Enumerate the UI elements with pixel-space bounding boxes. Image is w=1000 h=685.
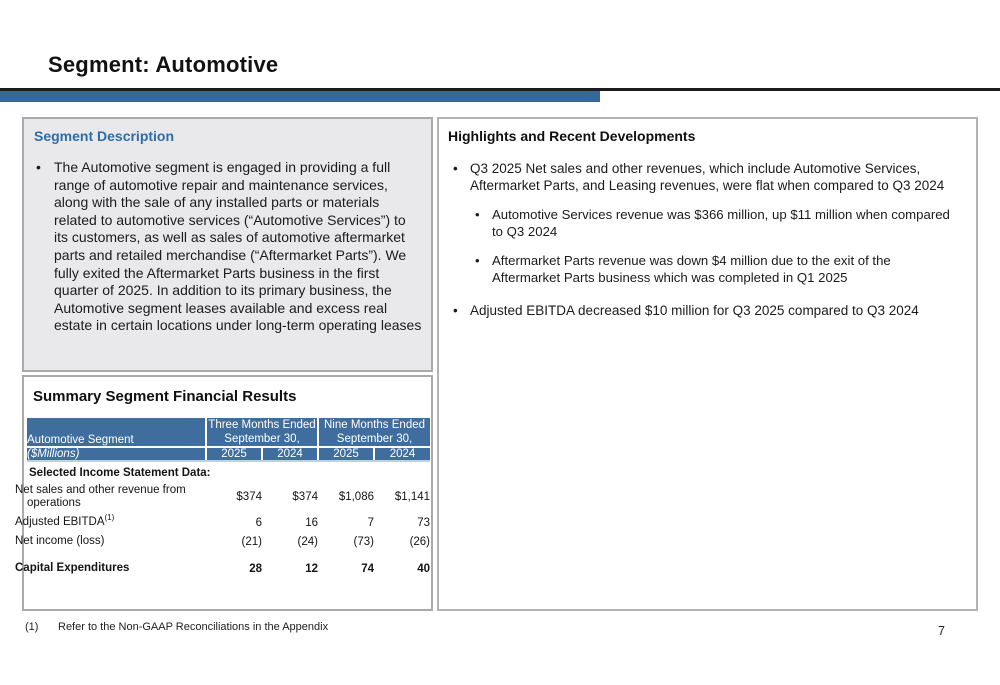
cell-value: 12 xyxy=(305,562,318,575)
financial-results-table xyxy=(15,418,431,578)
col-group-nine-months xyxy=(318,418,430,447)
table-row xyxy=(27,551,430,578)
cell-value: 73 xyxy=(417,516,431,529)
bullet-icon: • xyxy=(475,207,480,222)
footnote-marker: (1) xyxy=(25,621,39,633)
table-section-label: Selected Income Statement Data: xyxy=(29,467,211,479)
table-row xyxy=(27,532,430,551)
year-header: 2025 xyxy=(206,447,262,461)
col-group-three-months xyxy=(206,418,318,447)
row-label: Net income (loss) xyxy=(15,535,105,547)
highlight-text: Adjusted EBITDA decreased $10 million for Q3 2025 compared to Q3 2024 xyxy=(470,303,919,318)
cell-value: (73) xyxy=(353,535,374,548)
year-header: 2024 xyxy=(262,447,318,461)
segment-description-heading: Segment Description xyxy=(34,128,175,144)
cell-value: $374 xyxy=(292,491,318,503)
segment-description-panel xyxy=(22,117,433,372)
footnote-text: Refer to the Non-GAAP Reconciliations in the Appendix xyxy=(58,621,329,633)
table-row xyxy=(27,513,430,532)
cell-value: 74 xyxy=(361,562,374,575)
cell-value: $374 xyxy=(236,491,262,503)
row-label: Net sales and other revenue from operations xyxy=(15,484,186,509)
cell-value: (21) xyxy=(241,535,262,548)
summary-financials-heading: Summary Segment Financial Results xyxy=(33,388,297,405)
table-section-row xyxy=(27,461,430,481)
page-title: Segment: Automotive xyxy=(48,52,279,77)
cell-value: (24) xyxy=(297,535,318,548)
highlights-heading: Highlights and Recent Developments xyxy=(448,128,696,144)
header-accent-bar xyxy=(0,91,600,102)
year-header: 2025 xyxy=(318,447,374,461)
table-row xyxy=(27,481,430,513)
row-label-text: Adjusted EBITDA xyxy=(15,516,105,528)
highlight-text: Aftermarket Parts revenue was down $4 million due to the exit of the Aftermarket Parts business which was completed in Q1 2025 xyxy=(492,253,891,285)
col-group-line1: Three Months Ended xyxy=(208,419,316,431)
cell-value: 40 xyxy=(417,562,431,575)
bullet-icon: • xyxy=(36,159,41,175)
col-group-line1: Nine Months Ended xyxy=(324,419,426,431)
cell-value: 6 xyxy=(255,516,262,529)
page-number: 7 xyxy=(938,624,945,638)
row-label xyxy=(15,513,206,532)
table-corner-label: Automotive Segment xyxy=(27,418,206,447)
bullet-icon: • xyxy=(475,253,480,268)
cell-value: $1,086 xyxy=(338,491,374,503)
segment-description-bullet xyxy=(36,159,423,335)
cell-value: (26) xyxy=(409,535,431,548)
year-header: 2024 xyxy=(374,447,430,461)
highlight-sub-bullet xyxy=(475,206,968,240)
highlight-sub-bullet xyxy=(475,252,968,286)
footnote xyxy=(25,621,328,633)
summary-financials-panel xyxy=(15,375,433,611)
cell-value: 16 xyxy=(305,516,318,529)
highlight-text: Automotive Services revenue was $366 million, up $11 million when compared to Q3 2024 xyxy=(492,207,950,239)
segment-description-text: The Automotive segment is engaged in providing a full range of automotive repair and maintenance services, along with the sale of any installed parts or materials related to automotive services (“Automotive Services”) to its customers, as well as sales of automotive aftermarket parts and retailed merchandise (“Aftermarket Parts”). We fully exited the Aftermarket Parts business in the first quarter of 2025. In addition to its primary business, the Automotive segment leases available and excess real estate in certain locations under long-term operating leases xyxy=(54,159,422,334)
table-units-label: ($Millions) xyxy=(27,447,206,461)
bullet-icon: • xyxy=(453,303,458,318)
highlight-bullet xyxy=(453,302,968,319)
cell-value: $1,141 xyxy=(394,491,431,503)
highlight-text: Q3 2025 Net sales and other revenues, which include Automotive Services, Aftermarket Parts, and Leasing revenues, were flat when compared to Q3 2024 xyxy=(470,161,945,193)
bullet-icon: • xyxy=(453,161,458,176)
highlights-panel xyxy=(437,117,978,611)
col-group-line2: September 30, xyxy=(336,433,413,445)
row-label: Capital Expenditures xyxy=(15,562,130,574)
col-group-line2: September 30, xyxy=(224,433,300,445)
highlight-bullet xyxy=(453,160,968,194)
footnote-superscript: (1) xyxy=(104,513,115,523)
cell-value: 7 xyxy=(367,516,374,529)
cell-value: 28 xyxy=(249,562,262,575)
